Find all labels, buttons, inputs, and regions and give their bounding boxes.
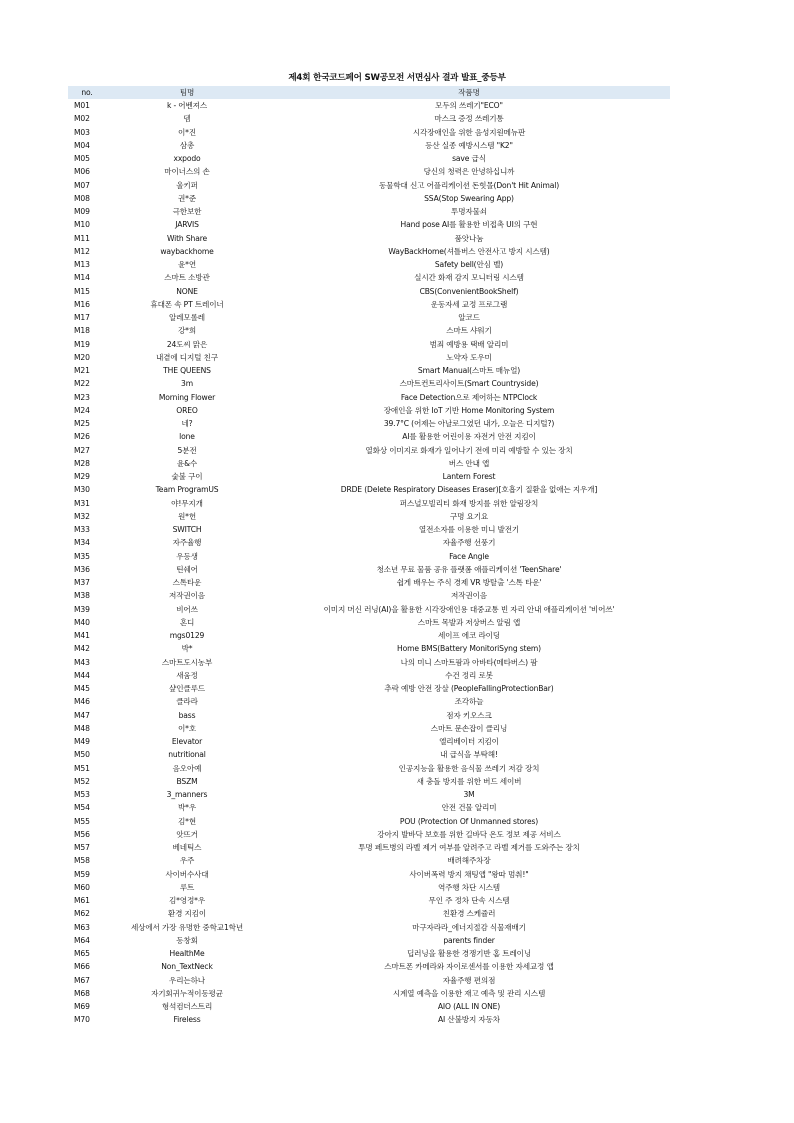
row-number: M43 [74, 657, 90, 667]
row-number: M64 [74, 935, 90, 945]
team-name: mgs0129 [169, 631, 205, 640]
table-row [68, 854, 670, 867]
team-name: 스톡타운 [172, 578, 202, 587]
row-number: M27 [74, 445, 90, 455]
product-name: 나의 미니 스마트팜과 아바타(메타버스) 팜 [400, 657, 538, 667]
table-row [68, 126, 670, 139]
row-number: M49 [74, 737, 90, 746]
team-name: 윤*연 [177, 260, 197, 269]
team-name: 박* [181, 644, 193, 654]
product-name: 엘리베이터 지킴이 [439, 737, 499, 746]
row-number: M65 [74, 949, 90, 958]
product-name: 열전소자를 이용한 미니 발전기 [418, 525, 520, 534]
table-row [68, 868, 670, 881]
team-name: 베네틱스 [172, 843, 202, 852]
team-name: 새움정 [176, 670, 198, 680]
team-name: 이*호 [177, 723, 197, 733]
team-name: 울키퍼 [176, 180, 198, 190]
row-number: M17 [74, 313, 90, 322]
product-name: 스마트폰 카메라와 자이로센서를 이용한 자세교정 앱 [384, 962, 554, 972]
product-name: Lantern Forest [442, 472, 496, 481]
table-row [68, 642, 670, 655]
table-row [68, 536, 670, 549]
row-number: M09 [74, 207, 90, 216]
team-name: 동창회 [176, 935, 198, 945]
product-name: 품앗나눔 [454, 233, 484, 243]
table-row [68, 669, 670, 682]
product-name: DRDE (Delete Respiratory Diseases Eraser)[호흡기 질환을 없애는 지우개] [340, 485, 598, 495]
product-name: 쉽게 배우는 주식 경제 VR 방탈출 '스톡 타운' [396, 578, 542, 587]
product-name: parents finder [443, 935, 495, 945]
table-row [68, 99, 670, 112]
product-name: AI를 활용한 어린이용 자전거 안전 지킴이 [402, 432, 536, 442]
product-name: 역주행 차단 시스템 [437, 882, 500, 892]
product-name: 스마트 샤워기 [446, 326, 492, 336]
table-row [68, 907, 670, 920]
table-row [68, 417, 670, 430]
team-name: 휴대폰 속 PT 트레이너 [150, 299, 224, 309]
row-number: M61 [74, 896, 90, 905]
table-row [68, 921, 670, 934]
table-row [68, 603, 670, 616]
table-row [68, 139, 670, 152]
product-name: AIO (ALL IN ONE) [437, 1002, 501, 1011]
team-name: nutritional [168, 750, 206, 760]
table-row [68, 510, 670, 523]
product-name: 친환경 스케쥴러 [442, 909, 496, 919]
column-header-no: no. [68, 86, 106, 99]
team-name: 박*우 [177, 803, 197, 813]
team-name: bass [178, 710, 196, 720]
team-name: 음오아예 [172, 763, 202, 773]
row-number: M35 [74, 551, 90, 561]
row-number: M47 [74, 710, 90, 720]
team-name: HealthMe [169, 949, 205, 958]
row-number: M67 [74, 975, 90, 985]
row-number: M38 [74, 591, 90, 601]
team-name: 야!무지개 [171, 498, 203, 508]
team-name: 내곁에 디지털 친구 [155, 352, 218, 362]
team-name: 우리는하나 [169, 975, 205, 985]
row-number: M54 [74, 803, 90, 813]
product-name: 당신의 청력은 안녕하십니까 [423, 167, 515, 177]
team-name: 환경 지킴이 [167, 909, 207, 919]
product-name: save 급식 [452, 154, 486, 163]
table-header [68, 86, 670, 99]
row-number: M18 [74, 326, 90, 336]
table-row [68, 523, 670, 536]
row-number: M23 [74, 392, 90, 402]
product-name: 무인 주 정차 단속 시스템 [428, 896, 510, 905]
product-name: 배려해주차장 [447, 856, 491, 866]
table-row [68, 430, 670, 443]
table-row [68, 391, 670, 404]
team-name: 원*헌 [177, 511, 197, 521]
row-number: M66 [74, 962, 90, 972]
product-name: 스마트컨트리사이트(Smart Countryside) [399, 379, 539, 389]
row-number: M62 [74, 909, 90, 919]
table-row [68, 112, 670, 125]
product-name: 투명자물쇠 [451, 207, 487, 216]
row-number: M57 [74, 843, 90, 852]
product-name: POU (Protection Of Unmanned stores) [399, 816, 539, 826]
row-number: M70 [74, 1015, 90, 1025]
row-number: M29 [74, 472, 90, 481]
table-row [68, 483, 670, 496]
team-name: 이*진 [177, 127, 197, 137]
team-name: Non_TextNeck [161, 962, 213, 972]
product-name: 시각장애인을 위한 음성지원메뉴판 [412, 127, 526, 137]
row-number: M30 [74, 485, 90, 495]
table-row [68, 218, 670, 231]
product-name: 점자 키오스크 [446, 710, 492, 720]
header-row [68, 86, 670, 99]
row-number: M13 [74, 260, 90, 269]
team-name: 3m [181, 379, 193, 389]
row-number: M24 [74, 405, 90, 415]
product-name: SSA(Stop Swearing App) [424, 193, 514, 203]
row-number: M06 [74, 167, 90, 177]
table-row [68, 841, 670, 854]
product-name: 딥러닝을 활용한 경쟁기반 홈 트레이닝 [406, 949, 532, 958]
product-name: 투명 페트병의 라벨 제거 여부를 알려주고 라벨 제거를 도와주는 장치 [358, 843, 580, 852]
table-row [68, 550, 670, 563]
row-number: M63 [74, 922, 90, 932]
product-name: 조각하늘 [454, 697, 484, 707]
product-name: 3M [463, 790, 475, 799]
table-row [68, 311, 670, 324]
table-row [68, 788, 670, 801]
product-name: 장애인을 위한 IoT 기반 Home Monitoring System [383, 405, 555, 415]
table-row [68, 576, 670, 589]
table-row [68, 364, 670, 377]
row-number: M03 [74, 127, 90, 137]
table-row [68, 351, 670, 364]
product-name: Safety bell(안심 벨) [434, 260, 504, 269]
row-number: M07 [74, 180, 90, 190]
product-name: 수건 정리 로봇 [445, 670, 493, 680]
team-name: 삼총 [179, 140, 195, 150]
team-name: waybackhome [160, 246, 214, 256]
row-number: M48 [74, 723, 90, 733]
team-name: 알레모롤레 [169, 313, 205, 322]
table-row [68, 232, 670, 245]
product-name: 사이버폭력 방지 채팅앱 "왕따 멈춰!" [409, 869, 529, 879]
table-row [68, 563, 670, 576]
row-number: M68 [74, 988, 90, 998]
table-row [68, 271, 670, 284]
team-name: 우등생 [176, 551, 198, 561]
row-number: M45 [74, 684, 90, 693]
team-name: 저작권이음 [169, 591, 205, 601]
table-row [68, 735, 670, 748]
table-row [68, 1013, 670, 1026]
product-name: 운동자세 교정 프로그램 [430, 299, 508, 309]
team-name: 윤&수 [176, 458, 198, 468]
row-number: M58 [74, 856, 90, 866]
product-name: Face Detection으로 제어하는 NTPClock [400, 392, 538, 402]
row-number: M44 [74, 670, 90, 680]
table-row [68, 616, 670, 629]
table-row [68, 497, 670, 510]
team-name: 강*희 [177, 326, 197, 336]
team-name: 스마트 소방관 [164, 273, 210, 283]
team-name: 자기회귀누적이동평균 [151, 988, 223, 998]
table-row [68, 338, 670, 351]
team-name: 24도씨 맑은 [166, 339, 208, 349]
table-row [68, 894, 670, 907]
row-number: M31 [74, 498, 90, 508]
table-row [68, 722, 670, 735]
product-name: Face Angle [449, 551, 489, 561]
product-name: 저작권이음 [451, 591, 487, 601]
team-name: Morning Flower [158, 392, 216, 402]
team-name: 뎀 [183, 114, 191, 124]
product-name: 추락 예방 안전 장살 (PeopleFallingProtectionBar) [384, 684, 554, 693]
row-number: M25 [74, 419, 90, 428]
team-name: 세상에서 가장 유명한 중학교1학년 [130, 922, 244, 932]
table-row [68, 457, 670, 470]
table-row [68, 589, 670, 602]
product-name: 알코드 [458, 313, 480, 322]
team-name: 김*현 [177, 816, 197, 826]
product-name: 청소년 무료 물품 공유 플랫폼 애플리케이션 'TeenShare' [376, 564, 562, 574]
team-name: OREO [176, 405, 198, 415]
team-name: THE QUEENS [163, 366, 211, 375]
product-name: 39.7°C (어제는 아날로그였던 내가, 오늘은 디지털?) [383, 419, 555, 428]
team-name: With Share [166, 233, 208, 243]
row-number: M69 [74, 1002, 90, 1011]
product-name: 인공지능을 활용한 음식물 쓰레기 저감 장치 [398, 763, 540, 773]
team-name: 비어쓰 [176, 604, 198, 614]
table-row [68, 285, 670, 298]
table-row [68, 709, 670, 722]
team-name: lone [179, 432, 195, 442]
table-row [68, 748, 670, 761]
row-number: M15 [74, 286, 90, 296]
product-name: 안전 건물 알리미 [441, 803, 497, 813]
team-name: 혼디 [179, 617, 195, 627]
column-header-product: 작품명 [268, 86, 670, 99]
team-name: 3_manners [166, 790, 208, 799]
row-number: M10 [74, 220, 90, 230]
product-name: 퍼스널모빌리티 화재 방지를 위한 알림장치 [399, 498, 539, 508]
table-row [68, 245, 670, 258]
product-name: 스마트 문손잡이 클리닝 [430, 723, 508, 733]
table-row [68, 179, 670, 192]
row-number: M22 [74, 379, 90, 389]
row-number: M55 [74, 816, 90, 826]
product-name: 동물학대 신고 어플리케이션 돈힛몰(Don't Hit Animal) [378, 180, 560, 190]
row-number: M56 [74, 829, 90, 839]
table-row [68, 1000, 670, 1013]
team-name: 극한보한 [172, 207, 202, 216]
table-row [68, 775, 670, 788]
product-name: 세이프 에코 라이딩 [437, 631, 500, 640]
product-name: 실시간 화재 감지 모니터링 시스템 [414, 273, 524, 283]
table-row [68, 298, 670, 311]
row-number: M20 [74, 352, 90, 362]
row-number: M60 [74, 882, 90, 892]
product-name: 마구자라라_에너지절감 식물재배기 [412, 922, 526, 932]
product-name: 자율주행 편의점 [442, 975, 496, 985]
table-row [68, 656, 670, 669]
table-row [68, 881, 670, 894]
product-name: 스마트 목발과 저상버스 알림 앱 [417, 617, 521, 627]
team-name: 루트 [179, 882, 195, 892]
table-row [68, 828, 670, 841]
product-name: 열화상 이미지로 화재가 일어나기 전에 미리 예방할 수 있는 장치 [365, 445, 573, 455]
team-name: xxpodo [173, 154, 201, 163]
table-body [68, 99, 670, 1027]
row-number: M51 [74, 763, 90, 773]
results-table [68, 86, 670, 1027]
team-name: Elevator [171, 737, 203, 746]
page-title: 제4회 한국코드페어 SW공모전 서면심사 결과 발표_중등부 [288, 73, 506, 83]
team-name: NONE [176, 286, 198, 296]
product-name: 범죄 예방용 택배 알리미 [429, 339, 509, 349]
table-row [68, 258, 670, 271]
table-row [68, 682, 670, 695]
team-name: 앗뜨거 [176, 829, 198, 839]
table-row [68, 987, 670, 1000]
table-row [68, 470, 670, 483]
team-name: 자주율행 [172, 538, 202, 548]
row-number: M32 [74, 511, 90, 521]
row-number: M04 [74, 140, 90, 150]
table-row [68, 801, 670, 814]
table-row [68, 165, 670, 178]
row-number: M01 [74, 101, 90, 110]
table-row [68, 629, 670, 642]
team-name: JARVIS [175, 220, 199, 230]
product-name: Home BMS(Battery MonitoriSyng stem) [397, 644, 541, 654]
product-name: 노약자 도우미 [446, 352, 492, 362]
row-number: M53 [74, 790, 90, 799]
team-name: 틴쉐어 [176, 564, 198, 574]
row-number: M59 [74, 869, 90, 879]
table-row [68, 404, 670, 417]
team-name: 5분전 [177, 445, 197, 455]
row-number: M50 [74, 750, 90, 760]
row-number: M02 [74, 114, 90, 124]
table-row [68, 815, 670, 828]
team-name: SWITCH [172, 525, 202, 534]
table-row [68, 762, 670, 775]
product-name: 자율주행 선풍기 [442, 538, 496, 548]
product-name: 모두의 쓰레기"ECO" [435, 101, 503, 110]
team-name: 네? [181, 419, 193, 428]
team-name: 스마트도시농부 [161, 657, 213, 667]
product-name: 내 급식을 부탁해! [440, 750, 498, 760]
team-name: 권*준 [177, 193, 197, 203]
row-number: M21 [74, 366, 90, 375]
column-header-team: 팀명 [106, 86, 268, 99]
row-number: M52 [74, 776, 90, 786]
row-number: M39 [74, 604, 90, 614]
team-name: BSZM [176, 776, 198, 786]
team-name: 마이너스의 손 [164, 167, 210, 177]
row-number: M05 [74, 154, 90, 163]
product-name: 마스크 증정 쓰레기통 [434, 114, 504, 124]
row-number: M26 [74, 432, 90, 442]
team-name: 김*영정*우 [168, 896, 206, 905]
product-name: 강아지 발바닥 보호를 위한 길바닥 온도 정보 제공 서비스 [377, 829, 561, 839]
team-name: 샾인클루드 [169, 684, 205, 693]
table-row [68, 947, 670, 960]
table-row [68, 324, 670, 337]
product-name: 새 충돌 방지를 위한 버드 세이버 [416, 776, 522, 786]
row-number: M42 [74, 644, 90, 654]
row-number: M41 [74, 631, 90, 640]
table-row [68, 960, 670, 973]
product-name: 이미지 머신 러닝(AI)을 활용한 시각장애인용 대중교통 빈 자리 안내 애플리케이션 '비어쓰' [323, 604, 615, 614]
team-name: 우주 [179, 856, 195, 866]
row-number: M37 [74, 578, 90, 587]
table-row [68, 377, 670, 390]
team-name: 클라라 [176, 697, 198, 707]
row-number: M12 [74, 246, 90, 256]
product-name: 구명 요기요 [449, 511, 489, 521]
row-number: M08 [74, 193, 90, 203]
row-number: M40 [74, 617, 90, 627]
row-number: M28 [74, 458, 90, 468]
team-name: 사이버수사대 [165, 869, 209, 879]
product-name: CBS(ConvenientBookShelf) [419, 286, 519, 296]
table-row [68, 192, 670, 205]
table-row [68, 695, 670, 708]
team-name: 형석컴더스트리 [161, 1002, 213, 1011]
team-name: Team ProgramUS [155, 485, 219, 495]
team-name: Fireless [173, 1015, 201, 1025]
row-number: M34 [74, 538, 90, 548]
row-number: M46 [74, 697, 90, 707]
table-row [68, 974, 670, 987]
product-name: 버스 안내 앱 [448, 458, 490, 468]
product-name: 시계열 예측을 이용한 재고 예측 및 관리 시스템 [392, 988, 546, 998]
product-name: Smart Manual(스마트 매뉴얼) [417, 366, 521, 375]
table-row [68, 934, 670, 947]
product-name: AI 산불방지 자동차 [438, 1015, 500, 1025]
team-name: 숯불 구이 [171, 472, 203, 481]
table-row [68, 205, 670, 218]
table-row [68, 444, 670, 457]
row-number: M19 [74, 339, 90, 349]
table-row [68, 152, 670, 165]
row-number: M14 [74, 273, 90, 283]
team-name: k - 어벤져스 [166, 101, 208, 110]
row-number: M16 [74, 299, 90, 309]
product-name: Hand pose AI를 활용한 비접촉 UI의 구현 [400, 220, 538, 230]
row-number: M33 [74, 525, 90, 534]
row-number: M36 [74, 564, 90, 574]
row-number: M11 [74, 233, 90, 243]
product-name: 등산 실종 예방시스템 "K2" [425, 140, 513, 150]
product-name: WayBackHome(셔틀버스 안전사고 방지 시스템) [388, 246, 550, 256]
